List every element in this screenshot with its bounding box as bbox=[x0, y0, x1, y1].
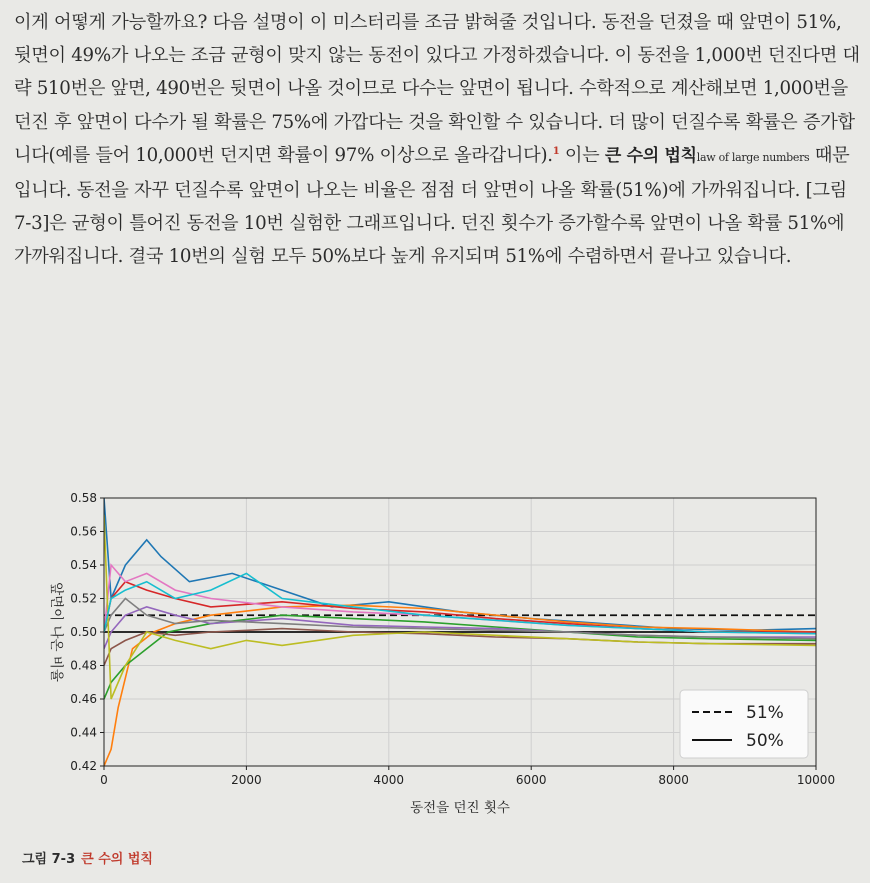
y-tick-label: 0.54 bbox=[70, 558, 97, 572]
paragraph-part-1: 이게 어떻게 가능할까요? 다음 설명이 이 미스터리를 조금 밝혀줄 것입니다. 동전을 던졌을 때 앞면이 51%, 뒷면이 49%가 나오는 조금 균형이 맞지 않는 동전이 있다고 가정하겠습니다. 이 동전을 1,000번 던진다면 대략 510번은 앞면, 490번은 뒷면이 나올 것이므로 다수는 앞면이 됩니다. 수학적으로 계산해보면 1,000번을 던진 후 앞면이 다수가 될 확률은 75%에 가깝다는 것을 확인할 수 있습니다. 더 많이 던질수록 확률은 증가합니다(예를 들어 10,000번 던지면 확률이 97% 이상으로 올라갑니다). bbox=[14, 12, 860, 166]
coin-flip-chart bbox=[0, 470, 870, 845]
x-tick-label: 6000 bbox=[515, 773, 547, 787]
y-tick-label: 0.46 bbox=[70, 692, 97, 706]
legend-label: 50% bbox=[746, 731, 784, 751]
series-line-experiment-1 bbox=[104, 498, 816, 630]
y-tick-label: 0.42 bbox=[70, 759, 97, 773]
legend bbox=[680, 690, 808, 758]
x-axis-ticks bbox=[100, 766, 835, 787]
y-tick-label: 0.44 bbox=[70, 725, 97, 740]
y-axis-label: 앞면이 나온 비율 bbox=[48, 582, 64, 682]
paragraph-part-2: 이는 bbox=[559, 144, 605, 166]
x-axis-label: 동전을 던진 횟수 bbox=[410, 800, 510, 816]
legend-label: 51% bbox=[746, 703, 784, 723]
body-text bbox=[14, 6, 860, 274]
footnote-mark[interactable]: 1 bbox=[552, 145, 560, 157]
y-tick-label: 0.50 bbox=[70, 625, 97, 639]
y-tick-label: 0.56 bbox=[70, 524, 97, 539]
caption-number: 그림 7-3 bbox=[22, 852, 76, 867]
caption-title: 큰 수의 법칙 bbox=[81, 852, 153, 867]
x-tick-label: 8000 bbox=[658, 773, 689, 787]
figure-caption bbox=[22, 848, 153, 867]
y-tick-label: 0.52 bbox=[70, 591, 97, 606]
paragraph bbox=[14, 6, 860, 274]
term-english: law of large numbers bbox=[696, 150, 810, 164]
y-tick-label: 0.58 bbox=[70, 491, 97, 505]
x-tick-label: 4000 bbox=[373, 773, 405, 787]
x-tick-label: 2000 bbox=[231, 773, 262, 787]
y-tick-label: 0.48 bbox=[70, 658, 97, 673]
bold-term: 큰 수의 법칙 bbox=[604, 145, 697, 166]
x-tick-label: 10000 bbox=[796, 773, 836, 787]
y-axis-ticks bbox=[70, 491, 104, 773]
paragraph-part-3: 때문입니다. 동전을 자꾸 던질수록 앞면이 나오는 비율은 점점 더 앞면이 나올 확률(51%)에 가까워집니다. [그림 7-3]은 균형이 틀어진 동전을 10번 실험한 그래프입니다. 던진 횟수가 증가할수록 앞면이 나올 확률 51%에 가까워집니다. 결국 10번의 실험 모두 50%보다 높게 유지되며 51%에 수렴하면서 끝나고 있습니다. bbox=[14, 144, 850, 268]
x-tick-label: 0 bbox=[100, 773, 108, 787]
legend-box bbox=[680, 690, 808, 758]
